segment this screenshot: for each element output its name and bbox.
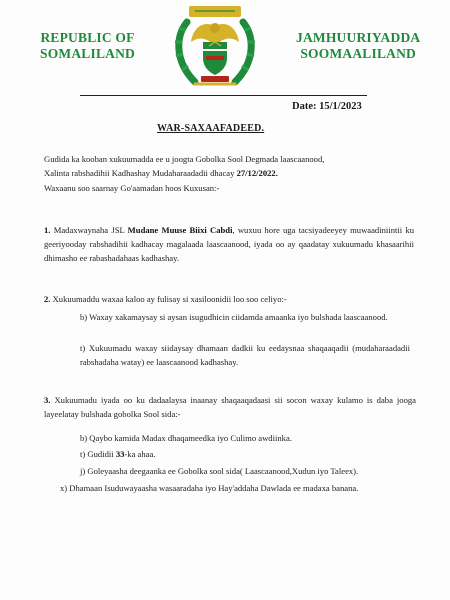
point-3-sub-b: b) Qaybo kamida Madax dhaqameedka iyo Culimo awdiinka.: [80, 433, 292, 443]
point-1-text-a: Madaxwaynaha JSL: [50, 225, 128, 235]
committee-number: 33: [115, 449, 125, 459]
president-name: Mudane Muuse Biixi Cabdi: [127, 225, 233, 235]
point-1-text-c: , wuxuu hore uga tacsiyadeeyey muwaadiniintii ku geeriyooday rabshadihii kadhacay magalaada laascaanood, iyada oo ay qaadatay xukuumadu khasaarihii dhimasho ee rabashadahaas kadhashay.: [44, 225, 414, 263]
point-2-sub-b: b) Waxay xakamaysay si aysan isugudhicin ciidamda amaanka iyo bulshada laascaanood.: [80, 312, 388, 322]
intro-line2-text: Xalinta rabshadihii Kadhashay Mudaharaadadii dhacay: [44, 168, 237, 178]
header-somali-line2: SOOMAALILAND: [300, 46, 417, 61]
point-2-sub-t: t) Xukuumadu waxay siidaysay dhamaan dadkii ku eedaysnaa shaqaaqadii (mudaharaadadii rabshadaha watay) ee laascaanood kadhashay.: [80, 343, 410, 367]
header-english-line2: SOMALILAND: [40, 46, 136, 61]
intro-line3: Waxaanu soo saarnay Go'aamadan hoos Kuxusan:-: [44, 183, 220, 193]
point-3-sub-t-a: t) Gudidii: [80, 449, 116, 459]
point-1: [44, 223, 414, 265]
point-3: [44, 393, 416, 421]
header-divider: [80, 95, 367, 96]
point-3-sub-t-c: -ka ahaa.: [124, 449, 156, 459]
intro-line2: [44, 166, 414, 180]
point-3-sub-x: x) Dhamaan Isuduwayaasha wasaaradaha iyo Hay'addaha Dawlada ee madaxa banana.: [60, 483, 359, 493]
point-3-sub-j: j) Goleyaasha deegaanka ee Gobolka sool sida( Laascaanood,Xudun iyo Taleex).: [80, 466, 359, 476]
point-2-number: 2.: [44, 294, 51, 304]
point-1-number: 1.: [44, 225, 51, 235]
point-3-number: 3.: [44, 395, 51, 405]
document-subject: WAR-SAXAAFADEED.: [157, 123, 265, 134]
header-somali-line1: JAMHUURIYADDA: [296, 30, 421, 45]
header-somali-name: [296, 30, 420, 62]
point-2-text: Xukuumaddu waxaa kaloo ay fulisay si xasiloonidii loo soo celiyo:-: [50, 294, 287, 304]
somaliland-coat-of-arms-icon: [165, 2, 265, 94]
point-2: [44, 292, 414, 306]
header-english-line1: REPUBLIC OF: [40, 30, 135, 45]
incident-date: 27/12/2022.: [236, 168, 278, 178]
intro-paragraph: [44, 152, 414, 195]
header-english-name: [40, 30, 135, 62]
point-3-sub-t: [80, 447, 410, 461]
intro-line1: Gudida ka kooban xukuumadda ee u joogta Gobolka Sool Degmada laascaanood,: [44, 154, 325, 164]
document-date: Date: 15/1/2023: [292, 101, 362, 112]
point-3-text: Xukuumadu iyada oo ku dadaalaysa inaanay shaqaaqadaasi sii socon waxay kulamo is daba jooga layeelatay bulshada gobolka Sool sida:-: [44, 395, 416, 419]
